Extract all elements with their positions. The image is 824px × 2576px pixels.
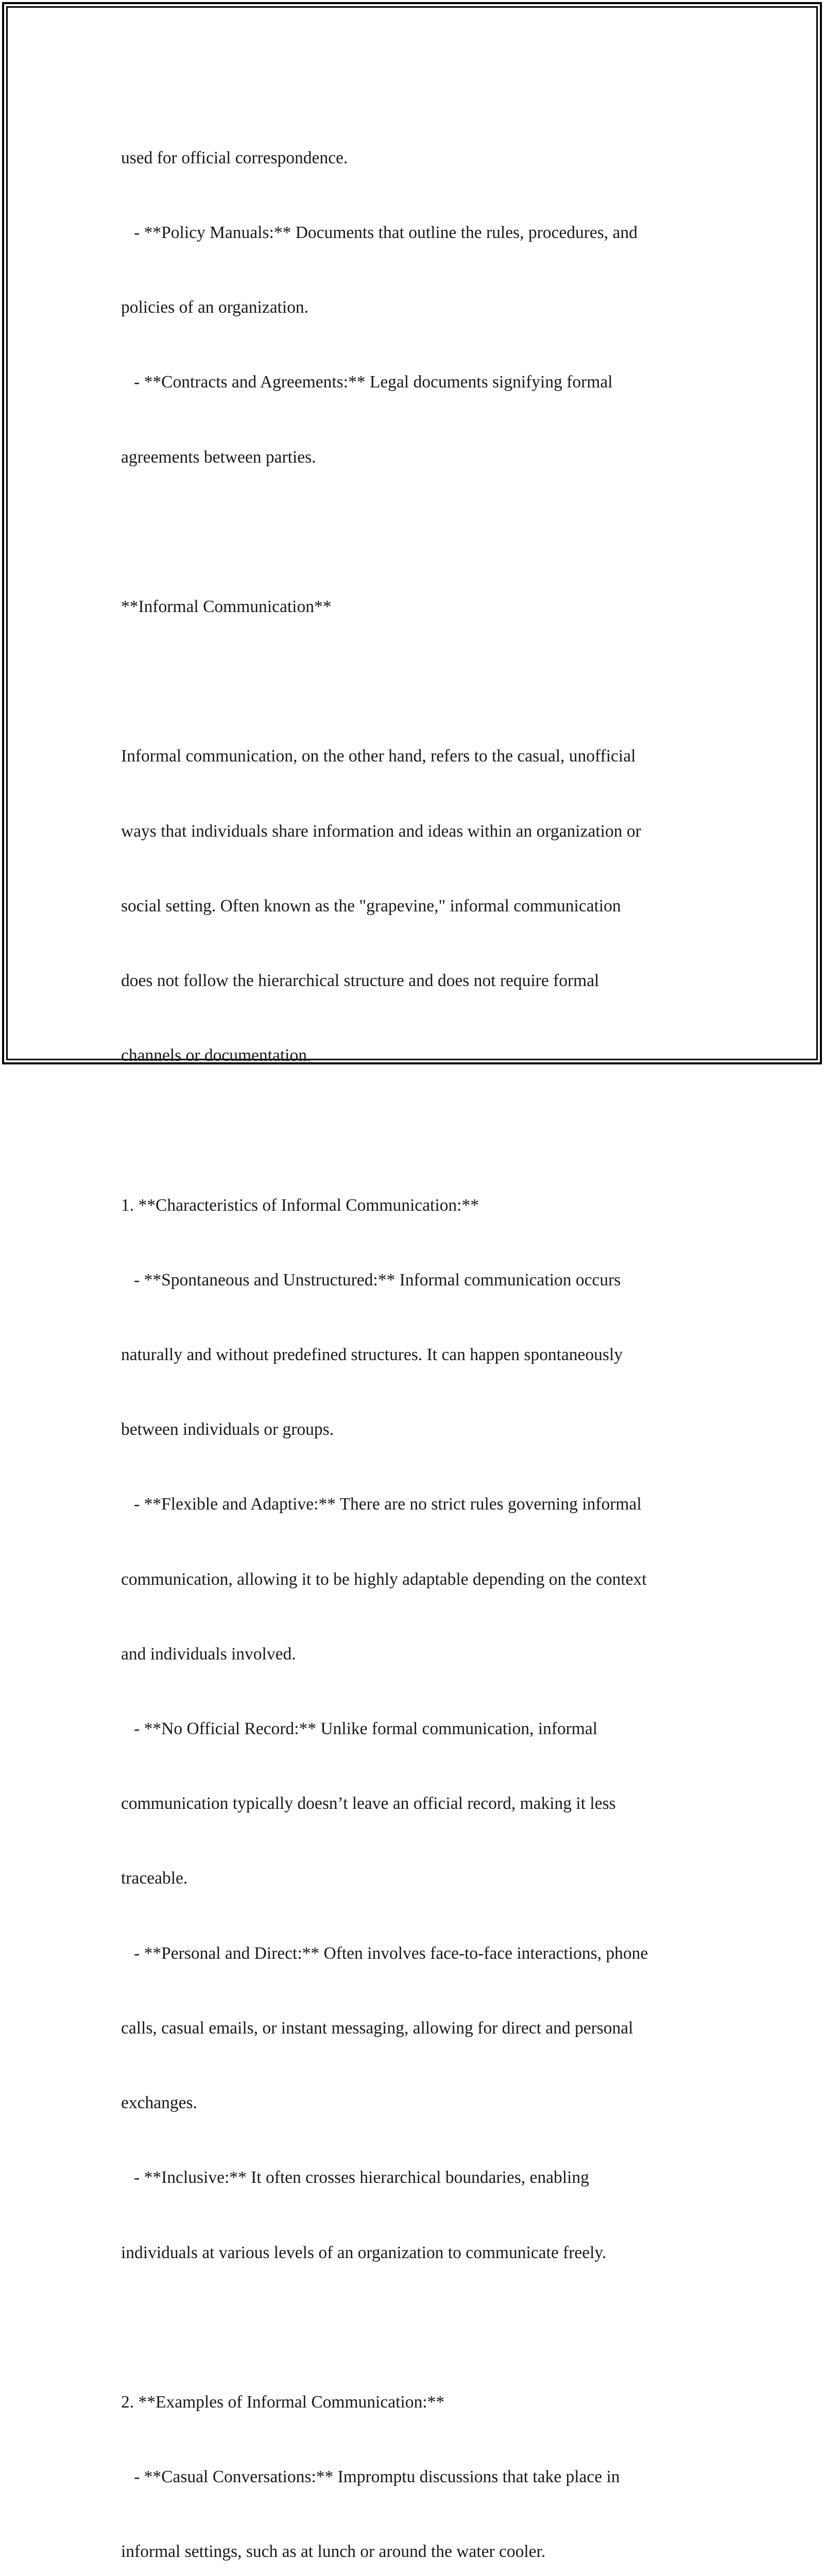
list-heading: 1. **Characteristics of Informal Communication:**	[121, 1195, 479, 1215]
blank-line	[121, 2315, 729, 2340]
list-heading: 2. **Examples of Informal Communication:**	[121, 2392, 445, 2412]
text-line: - **Spontaneous and Unstructured:** Informal communication occurs	[121, 1270, 621, 1290]
blank-line	[121, 1118, 729, 1143]
text-line: social setting. Often known as the "grapevine," informal communication	[121, 896, 621, 916]
text-line: policies of an organization.	[121, 298, 309, 317]
text-line: agreements between parties.	[121, 447, 316, 467]
text-line: individuals at various levels of an organization to communicate freely.	[121, 2243, 607, 2262]
section-heading: **Informal Communication**	[121, 597, 332, 617]
text-line: communication typically doesn’t leave an official record, making it less	[121, 1794, 616, 1814]
text-line: used for official correspondence.	[121, 148, 348, 167]
text-line: Informal communication, on the other hand, refers to the casual, unofficial	[121, 747, 636, 766]
text-line: - **Inclusive:** It often crosses hierarchical boundaries, enabling	[121, 2168, 589, 2188]
blank-line	[121, 669, 729, 694]
text-line: and individuals involved.	[121, 1644, 296, 1664]
text-line: - **No Official Record:** Unlike formal communication, informal	[121, 1719, 598, 1739]
text-line: between individuals or groups.	[121, 1420, 334, 1439]
text-line: traceable.	[121, 1869, 188, 1888]
text-line: informal settings, such as at lunch or around the water cooler.	[121, 2542, 546, 2562]
text-line: - **Flexible and Adaptive:** There are no strict rules governing informal	[121, 1495, 642, 1514]
document-body	[121, 96, 729, 2576]
text-line: communication, allowing it to be highly adaptable depending on the context	[121, 1569, 647, 1589]
text-line: channels or documentation.	[121, 1046, 312, 1065]
text-line: does not follow the hierarchical structure and does not require formal	[121, 971, 599, 991]
text-line: - **Contracts and Agreements:** Legal documents signifying formal	[121, 372, 613, 392]
text-line: - **Policy Manuals:** Documents that outline the rules, procedures, and	[121, 223, 638, 243]
text-line: ways that individuals share information and ideas within an organization or	[121, 821, 641, 841]
text-line: naturally and without predefined structures. It can happen spontaneously	[121, 1345, 623, 1365]
text-line: - **Personal and Direct:** Often involves face-to-face interactions, phone	[121, 1943, 648, 1963]
text-line: calls, casual emails, or instant messaging, allowing for direct and personal	[121, 2018, 633, 2038]
text-line: - **Casual Conversations:** Impromptu discussions that take place in	[121, 2467, 620, 2487]
blank-line	[121, 520, 729, 545]
text-line: exchanges.	[121, 2093, 197, 2113]
